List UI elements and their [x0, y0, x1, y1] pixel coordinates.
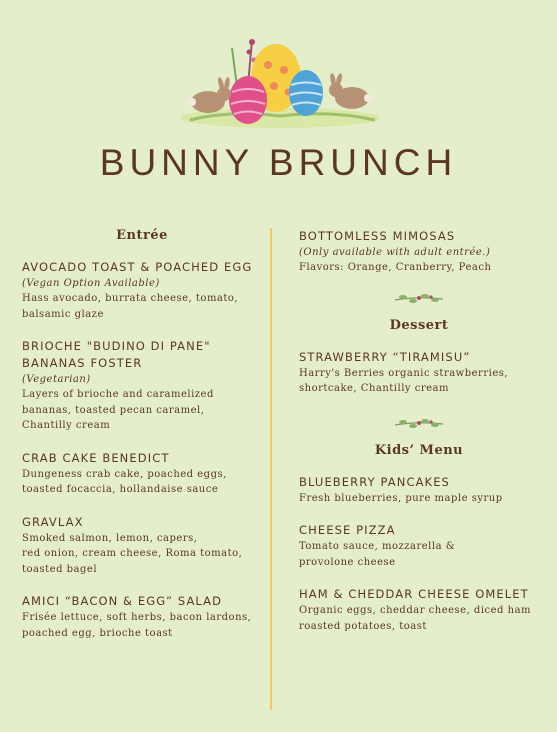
item-desc-line: toasted focaccia, hollandaise sauce — [22, 484, 219, 495]
menu-title: BUNNY BRUNCH — [99, 142, 458, 183]
menu-item — [22, 338, 262, 434]
item-desc-line: Chantilly cream — [22, 420, 111, 431]
item-desc-line: Fresh blueberries, pure maple syrup — [299, 492, 503, 504]
item-name: CRAB CAKE BENEDICT — [22, 450, 170, 465]
item-name: CHEESE PIZZA — [299, 523, 396, 537]
menu-item — [22, 450, 262, 498]
item-name: STRAWBERRY “TIRAMISU” — [299, 349, 471, 364]
item-desc-line: toasted bagel — [22, 563, 98, 575]
entree-column — [22, 228, 262, 657]
item-desc-line: poached egg, brioche toast — [22, 627, 173, 639]
column-divider — [270, 228, 272, 710]
item-desc-line: balsamic glaze — [22, 308, 104, 320]
item-name: HAM & CHEDDAR CHEESE OMELET — [299, 587, 529, 601]
menu-item — [299, 522, 539, 570]
menu-item — [299, 228, 539, 276]
easter-eggs-bunnies-illustration — [170, 30, 390, 130]
item-name: BRIOCHE "BUDINO DI PANE" BANANAS FOSTER — [22, 339, 211, 370]
item-note: (Vegan Option Available) — [22, 278, 160, 289]
menu-item — [22, 593, 262, 641]
menu-item — [299, 586, 539, 634]
floral-sprig-icon — [393, 415, 445, 431]
item-desc-line: Harry's Berries organic strawberries, — [299, 367, 509, 379]
item-desc-line: bananas, toasted pecan caramel, — [22, 404, 205, 416]
item-desc-line: Tomato sauce, mozzarella & — [299, 541, 456, 552]
item-note: (Only available with adult entrée.) — [299, 247, 491, 258]
item-name: GRAVLAX — [22, 514, 84, 529]
floral-sprig-icon — [393, 290, 445, 306]
item-desc-line: Organic eggs, cheddar cheese, diced ham — [299, 605, 532, 616]
item-desc-line: Frisée lettuce, soft herbs, bacon lardons, — [22, 612, 252, 623]
item-desc-line: Layers of brioche and caramelized — [22, 389, 214, 400]
item-desc-line: Smoked salmon, lemon, capers, — [22, 532, 198, 544]
item-desc-line: Dungeness crab cake, poached eggs, — [22, 468, 227, 480]
item-desc-line: red onion, cream cheese, Roma tomato, — [22, 548, 243, 559]
menu-item — [299, 349, 539, 397]
item-desc-line: provolone cheese — [299, 556, 396, 568]
item-desc-line: shortcake, Chantilly cream — [299, 383, 449, 394]
item-name: AVOCADO TOAST & POACHED EGG — [22, 260, 253, 274]
menu-item — [22, 514, 262, 578]
entree-heading: Entrée — [116, 228, 168, 243]
menu-item — [22, 259, 262, 322]
menu-item — [299, 474, 539, 507]
dessert-heading: Dessert — [389, 317, 449, 333]
kids-menu-heading: Kids’ Menu — [374, 442, 464, 458]
item-name: BLUEBERRY PANCAKES — [299, 474, 450, 489]
item-note: (Vegetarian) — [22, 374, 91, 385]
item-desc-line: Hass avocado, burrata cheese, tomato, — [22, 293, 239, 304]
item-name: BOTTOMLESS MIMOSAS — [299, 229, 456, 243]
item-desc-line: roasted potatoes, toast — [299, 620, 427, 632]
drinks-dessert-kids-column — [299, 228, 539, 650]
item-name: AMICI “BACON & EGG” SALAD — [22, 594, 223, 608]
item-desc-line: Flavors: Orange, Cranberry, Peach — [299, 262, 492, 273]
